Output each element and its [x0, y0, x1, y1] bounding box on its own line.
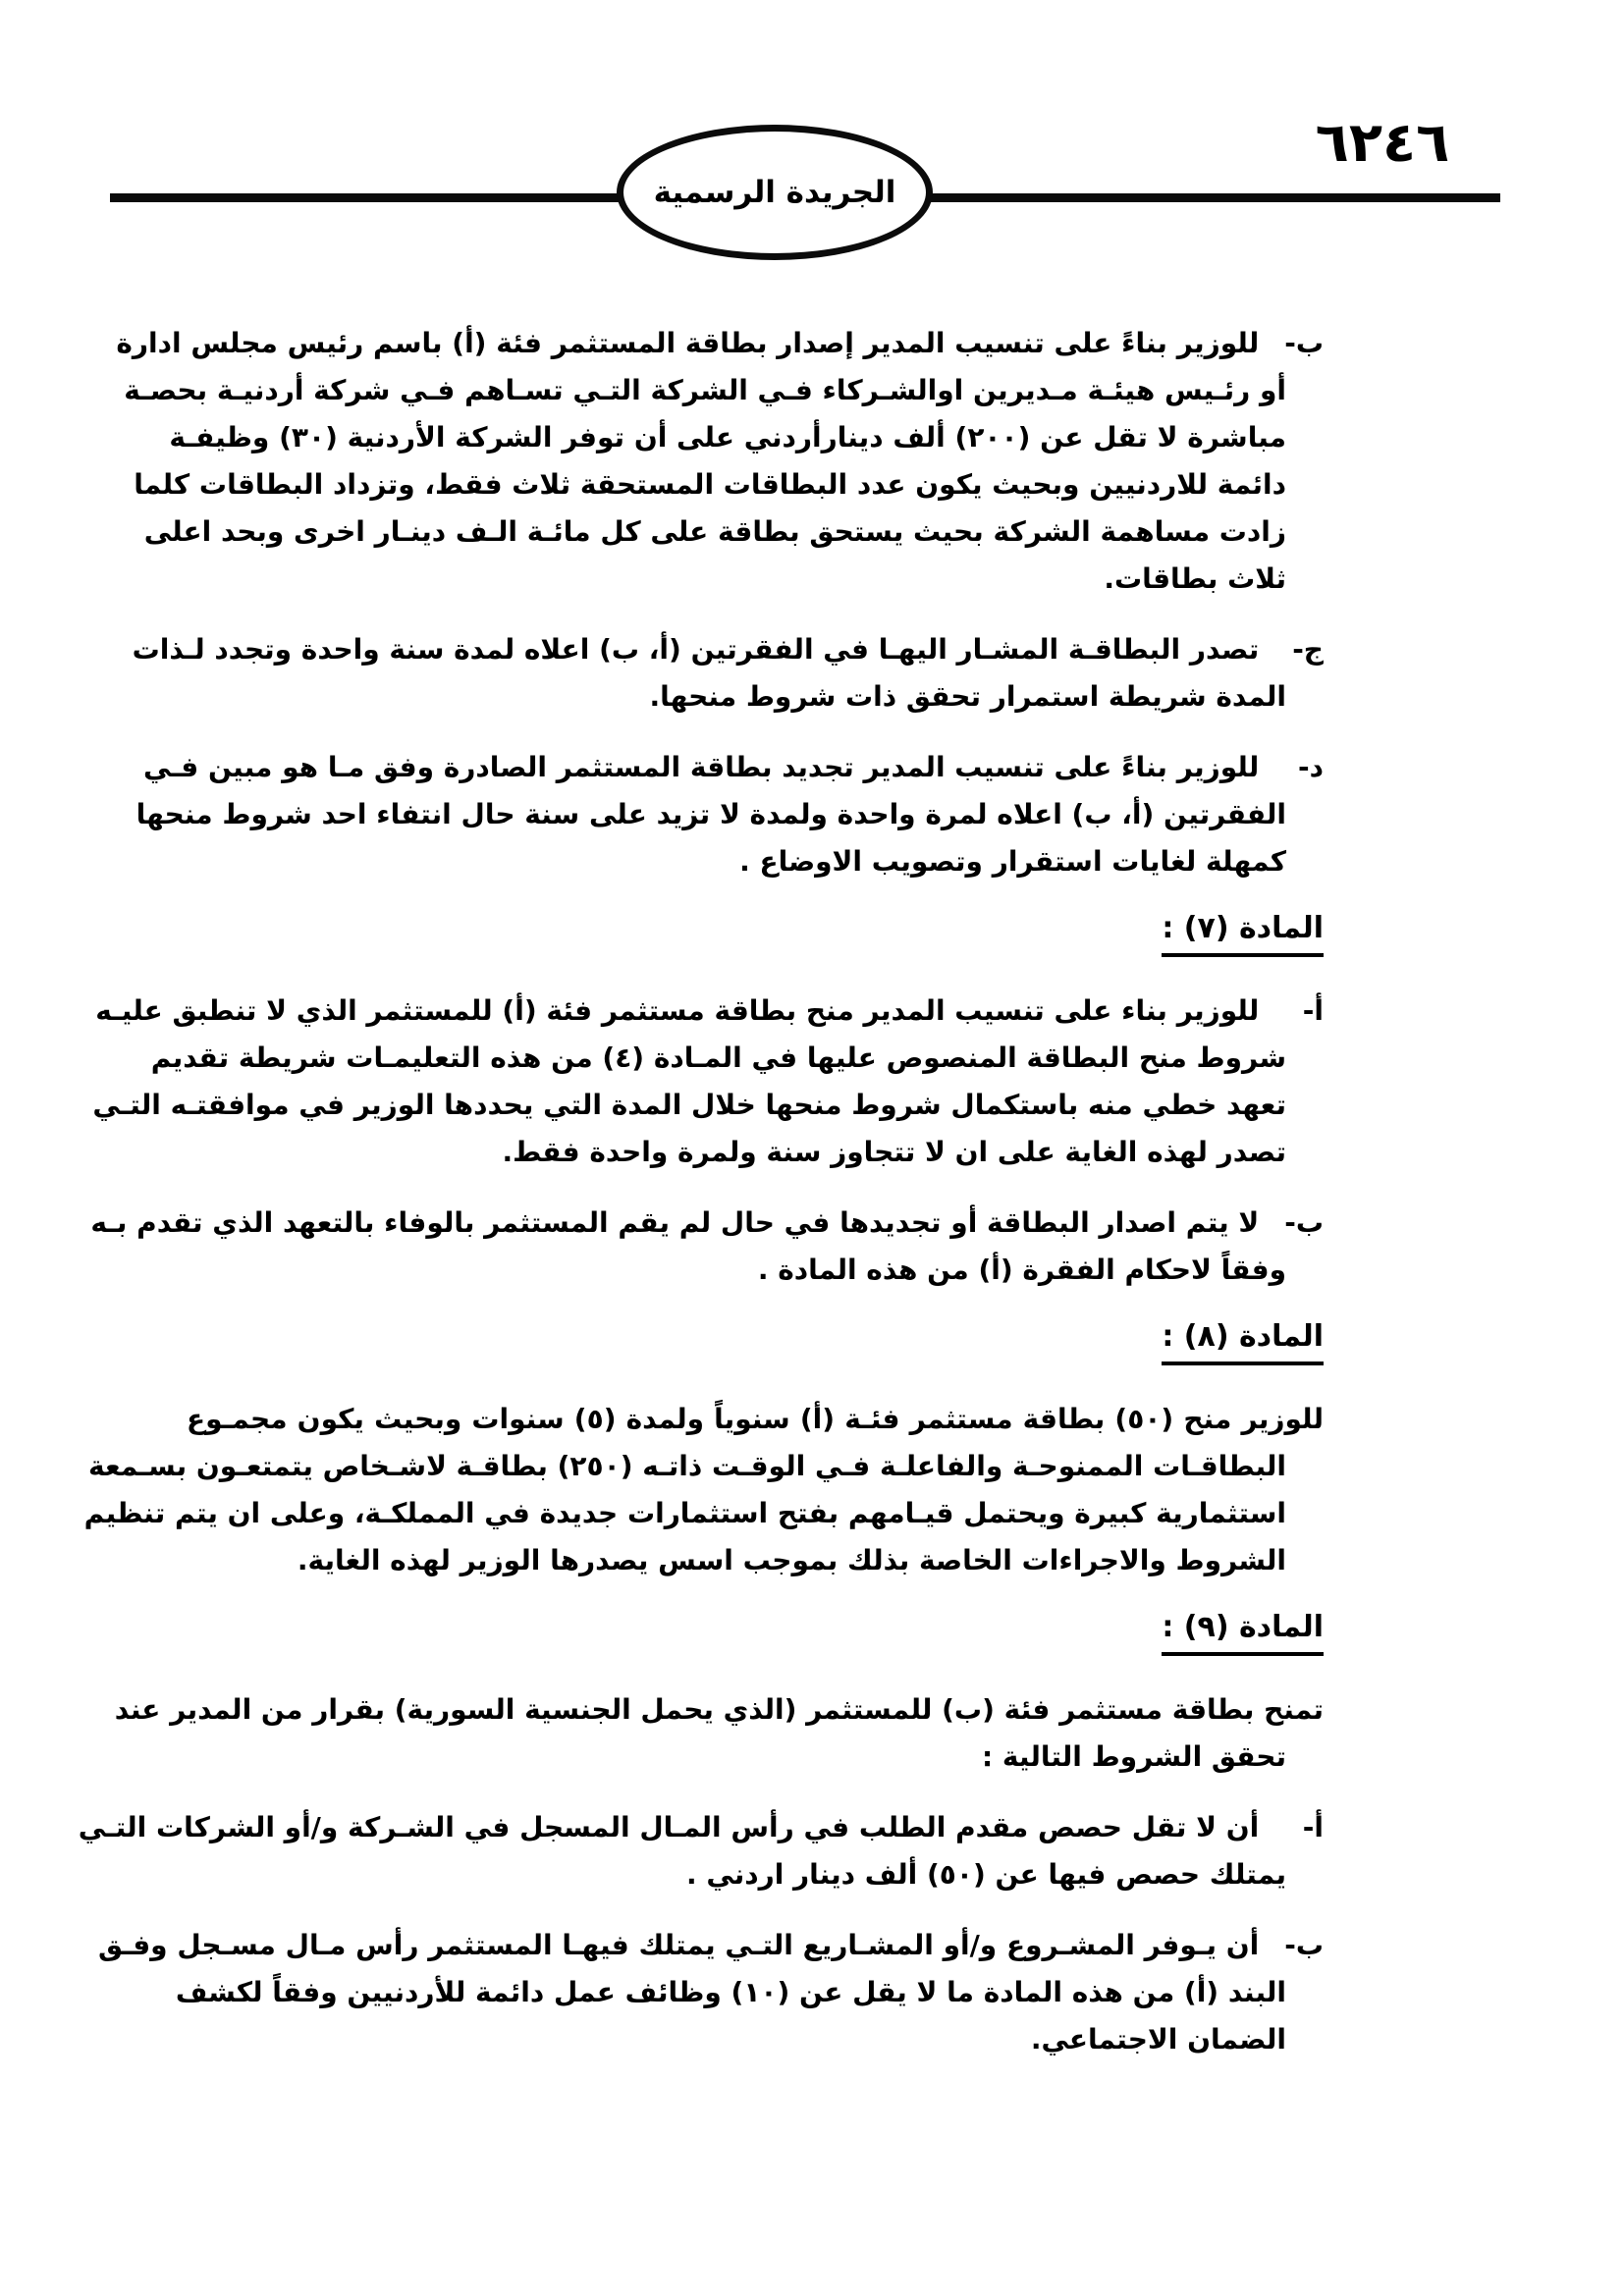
clause-paragraph	[98, 1922, 1324, 2063]
clause-letter-marker: أ-	[1302, 1811, 1324, 1843]
text-line	[132, 626, 1324, 673]
article-heading	[187, 1608, 1324, 1665]
clause-paragraph	[116, 320, 1324, 603]
body-paragraph	[114, 1686, 1324, 1781]
text-line: كمهلة لغايات استقرار وتصويب الاوضاع .	[739, 845, 1286, 878]
text-line	[78, 1804, 1324, 1851]
text-line: تصدر لهذه الغاية على ان لا تتجاوز سنة ولمرة واحدة فقط.	[502, 1136, 1286, 1168]
clause-first-line-text: للوزير بناءً على تنسيب المدير إصدار بطاقة المستثمر فئة (أ) باسم رئيس مجلس ادارة	[116, 327, 1260, 359]
text-line: للوزير منح (٥٠) بطاقة مستثمر فئـة (أ) سنوياً ولمدة (٥) سنوات وبحيث يكون مجمـوع	[187, 1403, 1324, 1435]
text-line: ثلاث بطاقات.	[1104, 562, 1286, 595]
gazette-banner-ellipse	[617, 125, 933, 260]
clause-first-line-text: للوزير بناء على تنسيب المدير منح بطاقة مستثمر فئة (أ) للمستثمر الذي لا تنطبق عليـه	[95, 994, 1260, 1027]
text-line: دائمة للاردنيين وبحيث يكون عدد البطاقات المستحقة ثلاث فقط، وتزداد البطاقات كلما	[134, 468, 1286, 501]
text-line	[95, 988, 1324, 1035]
article-heading	[187, 909, 1324, 966]
text-line: مباشرة لا تقل عن (٢٠٠) ألف دينارأردني على أن توفر الشركة الأردنية (٣٠) وظيفـة	[169, 421, 1286, 454]
text-line: الضمان الاجتماعي.	[1030, 2023, 1286, 2056]
text-line	[98, 1922, 1324, 1969]
text-line: تحقق الشروط التالية :	[981, 1740, 1286, 1773]
text-line: الشروط والاجراءات الخاصة بذلك بموجب اسس يصدرها الوزير لهذه الغاية.	[297, 1544, 1286, 1576]
article-heading-text: المادة (٩) :	[1162, 1608, 1324, 1656]
clause-paragraph	[132, 626, 1324, 721]
text-line: زادت مساهمة الشركة بحيث يستحق بطاقة على كل مائـة الـف دينـار اخرى وبحد اعلى	[143, 515, 1286, 548]
clause-letter-marker: د-	[1298, 751, 1324, 783]
text-line: تمنح بطاقة مستثمر فئة (ب) للمستثمر (الذي يحمل الجنسية السورية) بقرار من المدير عند	[114, 1693, 1324, 1726]
clause-letter-marker: أ-	[1302, 994, 1324, 1027]
clause-letter-marker: ب-	[1284, 1206, 1324, 1239]
clause-paragraph	[92, 988, 1324, 1176]
clause-paragraph	[78, 1804, 1324, 1898]
text-line: تعهد خطي منه باستكمال شروط منحها خلال المدة التي يحددها الوزير في موافقتـه التـي	[92, 1089, 1286, 1121]
text-line: البند (أ) من هذه المادة ما لا يقل عن (١٠) وظائف عمل دائمة للأردنيين وفقاً لكشف	[175, 1976, 1286, 2008]
text-line	[143, 744, 1324, 791]
article-heading	[187, 1317, 1324, 1374]
clause-paragraph	[90, 1200, 1324, 1294]
article-heading-text: المادة (٨) :	[1162, 1317, 1324, 1365]
text-line: الفقرتين (أ، ب) اعلاه لمرة واحدة ولمدة لا تزيد على سنة حال انتفاء احد شروط منحها	[135, 798, 1286, 830]
text-line: شروط منح البطاقة المنصوص عليها في المـادة (٤) من هذه التعليمـات شريطة تقديم	[150, 1041, 1286, 1074]
clause-paragraph	[135, 744, 1324, 885]
clause-first-line-text: أن يـوفر المشـروع و/أو المشـاريع التـي يمتلك فيهـا المستثمر رأس مـال مسـجل وفـق	[98, 1929, 1260, 1961]
text-line: البطاقـات الممنوحـة والفاعلـة فـي الوقـت ذاتـه (٢٥٠) بطاقـة لاشـخاص يتمتعـون بسـمعة	[88, 1450, 1286, 1482]
clause-letter-marker: ب-	[1284, 1929, 1324, 1961]
text-line	[116, 320, 1324, 367]
text-line: يمتلك حصص فيها عن (٥٠) ألف دينار اردني .	[685, 1858, 1286, 1891]
text-line: وفقاً لاحكام الفقرة (أ) من هذه المادة .	[757, 1254, 1286, 1286]
clause-letter-marker: ج-	[1292, 633, 1324, 666]
body-paragraph	[83, 1396, 1324, 1584]
clause-letter-marker: ب-	[1284, 327, 1324, 359]
clause-first-line-text: لا يتم اصدار البطاقة أو تجديدها في حال لم يقم المستثمر بالوفاء بالتعهد الذي تقدم بـه	[90, 1206, 1260, 1239]
document-body	[78, 320, 1324, 2087]
text-line: المدة شريطة استمرار تحقق ذات شروط منحها.	[649, 680, 1286, 713]
clause-first-line-text: أن لا تقل حصص مقدم الطلب في رأس المـال المسجل في الشـركة و/أو الشركات التـي	[78, 1811, 1260, 1843]
clause-first-line-text: للوزير بناءً على تنسيب المدير تجديد بطاقة المستثمر الصادرة وفق مـا هو مبين فـي	[143, 751, 1260, 783]
text-line: أو رئـيس هيئـة مـديرين اوالشـركاء فـي الشركة التـي تسـاهم فـي شركة أردنيـة بحصـة	[124, 374, 1286, 406]
article-heading-text: المادة (٧) :	[1162, 909, 1324, 957]
gazette-banner-title: الجريدة الرسمية	[653, 175, 896, 210]
clause-first-line-text: تصدر البطاقـة المشـار اليهـا في الفقرتين (أ، ب) اعلاه لمدة سنة واحدة وتجدد لـذات	[132, 633, 1260, 666]
page-number: ٦٢٤٦	[1315, 110, 1450, 175]
text-line: استثمارية كبيرة ويحتمل قيـامهم بفتح استثمارات جديدة في المملكـة، وعلى ان يتم تنظيم	[83, 1497, 1286, 1529]
text-line	[90, 1200, 1324, 1247]
